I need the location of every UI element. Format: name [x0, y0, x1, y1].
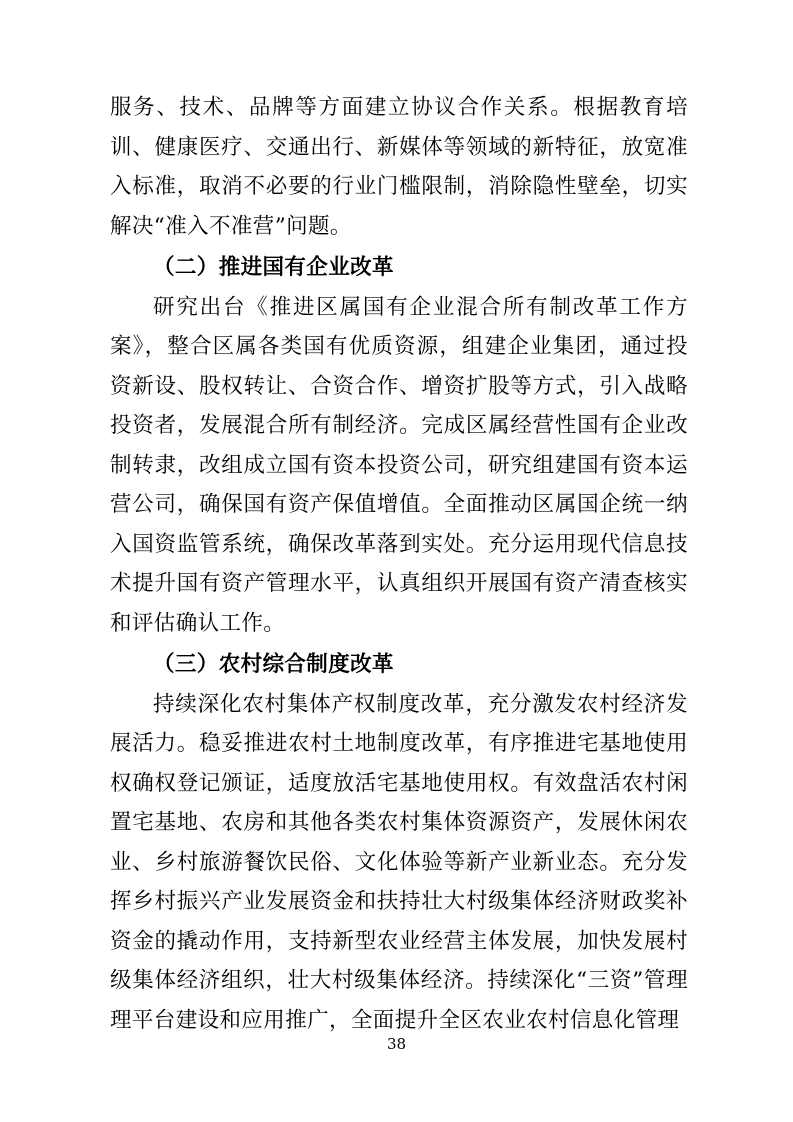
page-content — [110, 88, 688, 1040]
paragraph-soe-reform: 研究出台《推进区属国有企业混合所有制改革工作方案》，整合区属各类国有优质资源，组建企业集团，通过投资新设、股权转让、合资合作、增资扩股等方式，引入战略投资者，发展混合所有制经济。完成区属经营性国有企业改制转隶，改组成立国有资本投资公司，研究组建国有资本运营公司，确保国有资产保值增值。全面推动区属国企统一纳入国资监管系统，确保改革落到实处。充分运用现代信息技术提升国有资产管理水平，认真组织开展国有资产清查核实和评估确认工作。 — [110, 294, 688, 636]
paragraph-continuation: 服务、技术、品牌等方面建立协议合作关系。根据教育培训、健康医疗、交通出行、新媒体等领域的新特征，放宽准入标准，取消不必要的行业门槛限制，消除隐性壁垒，切实解决“准入不准营”问题。 — [110, 95, 688, 239]
page-number: 38 — [386, 1035, 407, 1053]
paragraph-rural-reform: 持续深化农村集体产权制度改革，充分激发农村经济发展活力。稳妥推进农村土地制度改革，有序推进宅基地使用权确权登记颁证，适度放活宅基地使用权。有效盘活农村闲置宅基地、农房和其他各类农村集体资源资产，发展休闲农业、乡村旅游餐饮民俗、文化体验等新产业新业态。充分发挥乡村振兴产业发展资金和扶持壮大村级集体经济财政奖补资金的撬动作用，支持新型农业经营主体发展，加快发展村级集体经济组织，壮大村级集体经济。持续深化“三资”管理理平台建设和应用推广，全面提升全区农业农村信息化管理 — [110, 691, 688, 1033]
section-heading-2: （二）推进国有企业改革 — [153, 255, 394, 280]
section-heading-3: （三）农村综合制度改革 — [153, 652, 394, 677]
